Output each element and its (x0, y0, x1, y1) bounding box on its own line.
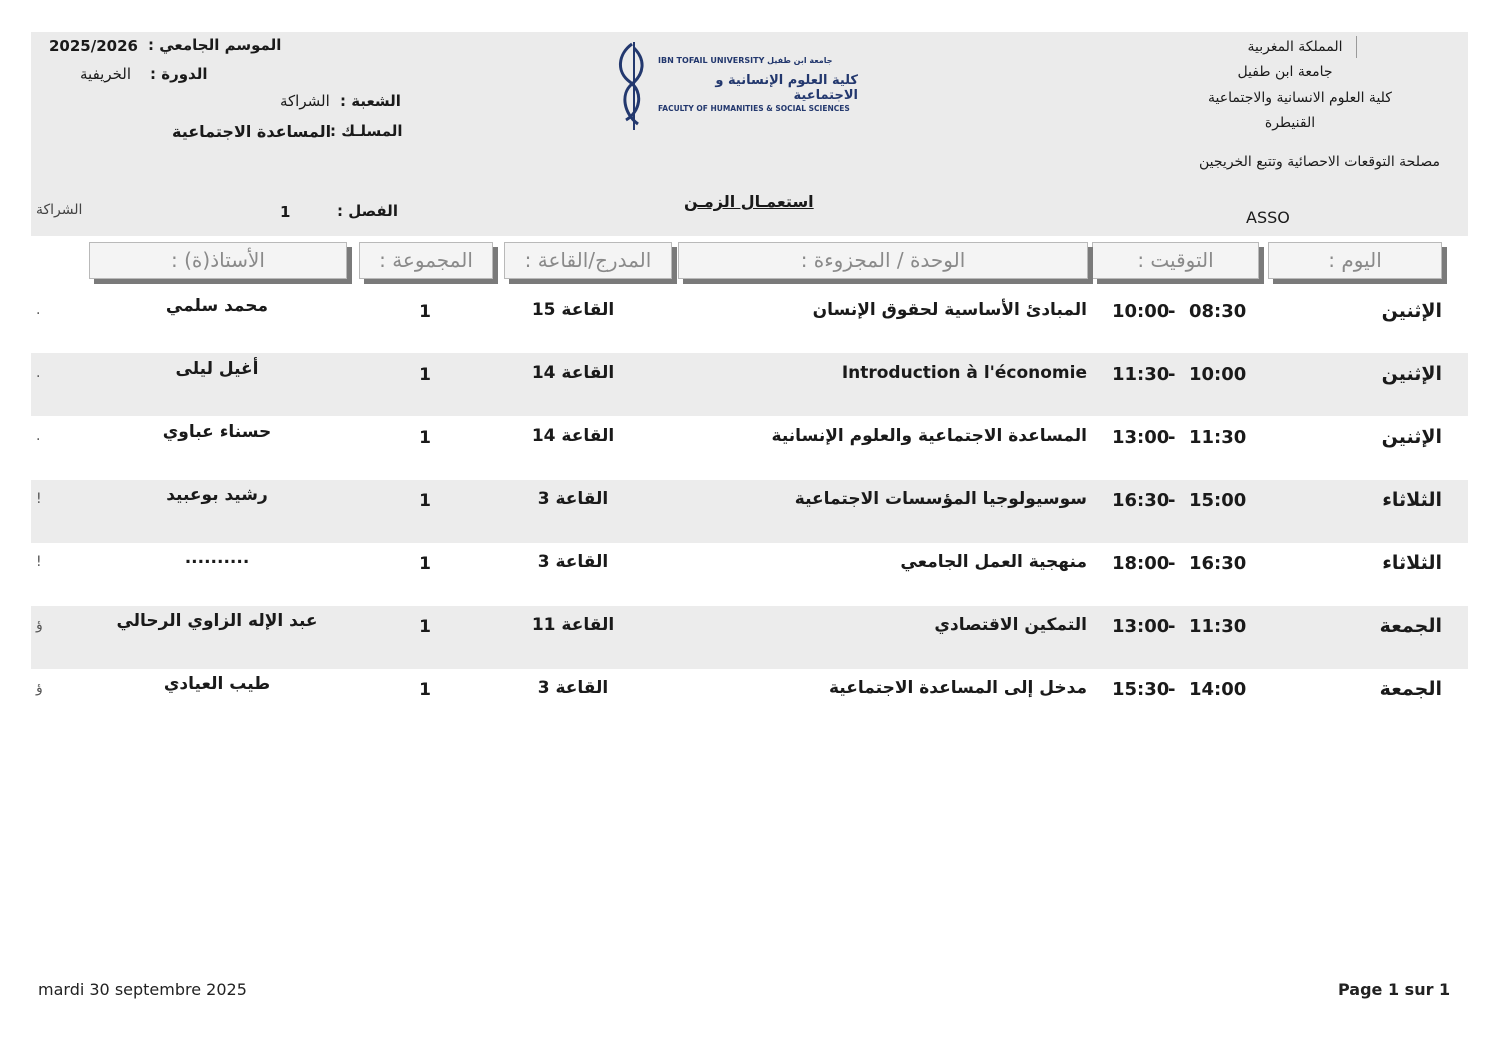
column-header-group: المجموعة : (359, 242, 493, 279)
time-end: 11:30 (1112, 364, 1170, 385)
session-value: الخريفية (80, 65, 132, 83)
group-cell: 1 (419, 302, 431, 322)
semester-value: 1 (280, 203, 291, 221)
group-cell: 1 (419, 491, 431, 511)
time-end: 15:30 (1112, 679, 1170, 700)
time-end: 13:00 (1112, 427, 1170, 448)
track-value: المساعدة الاجتماعية (172, 122, 332, 141)
module-cell: Introduction à l'économie (841, 363, 1087, 383)
day-cell: الإثنين (1381, 363, 1442, 385)
group-cell: 1 (419, 554, 431, 574)
column-header-time: التوقيت : (1092, 242, 1259, 279)
time-separator: - (1168, 616, 1176, 637)
room-cell: القاعة 14 (531, 426, 615, 446)
professor-cell: طيب العيادي (163, 674, 271, 694)
truncated-cell: ! (36, 554, 42, 570)
module-cell: المبادئ الأساسية لحقوق الإنسان (812, 300, 1087, 320)
faculty-label: كلية العلوم الانسانية والاجتماعية (1208, 90, 1392, 106)
module-cell: مدخل إلى المساعدة الاجتماعية (828, 678, 1087, 698)
room-cell: القاعة 11 (531, 615, 615, 635)
time-separator: - (1168, 679, 1176, 700)
logo-line1: IBN TOFAIL UNIVERSITY جامعة ابن طفيل (658, 56, 833, 65)
professor-cell: عبد الإله الزاوي الرحالي (116, 611, 318, 631)
time-start: 11:30 (1189, 616, 1247, 637)
professor-cell: .......... (184, 548, 250, 568)
room-cell: القاعة 3 (537, 489, 609, 509)
day-cell: الإثنين (1381, 426, 1442, 448)
group-cell: 1 (419, 428, 431, 448)
module-cell: المساعدة الاجتماعية والعلوم الإنسانية (771, 426, 1087, 446)
room-cell: القاعة 3 (537, 552, 609, 572)
season-value: 2025/2026 (49, 37, 138, 55)
column-header-day: اليوم : (1268, 242, 1442, 279)
service-label: مصلحة التوقعات الاحصائية وتتبع الخريجين (1199, 154, 1440, 170)
module-cell: منهجية العمل الجامعي (900, 552, 1087, 572)
column-header-module: الوحدة / المجزوءة : (678, 242, 1088, 279)
room-cell: القاعة 15 (531, 300, 615, 320)
professor-cell: أغيل ليلى (175, 359, 259, 379)
left-branch-label: الشراكة (36, 202, 83, 218)
time-separator: - (1168, 364, 1176, 385)
divider (1356, 36, 1357, 58)
university-logo (610, 38, 870, 134)
time-separator: - (1168, 490, 1176, 511)
truncated-cell: . (36, 302, 41, 318)
code-label: ASSO (1246, 208, 1290, 227)
page-title: استعمـال الزمـن (684, 192, 814, 211)
group-cell: 1 (419, 680, 431, 700)
time-start: 11:30 (1189, 427, 1247, 448)
truncated-cell: . (36, 428, 41, 444)
footer-page: Page 1 sur 1 (1338, 980, 1451, 999)
truncated-cell: ؤ (36, 617, 43, 633)
day-cell: الجمعة (1379, 678, 1442, 700)
professor-cell: محمد سلمي (165, 296, 269, 316)
module-cell: التمكين الاقتصادي (934, 615, 1087, 635)
time-start: 10:00 (1189, 364, 1247, 385)
branch-value: الشراكة (280, 92, 330, 110)
time-start: 16:30 (1189, 553, 1247, 574)
semester-label: الفصل : (337, 202, 398, 220)
time-end: 18:00 (1112, 553, 1170, 574)
time-end: 10:00 (1112, 301, 1170, 322)
professor-cell: رشيد بوعبيد (166, 485, 268, 505)
time-end: 13:00 (1112, 616, 1170, 637)
column-header-professor: الأستاذ(ة) : (89, 242, 347, 279)
university-label: جامعة ابن طفيل (1237, 64, 1333, 80)
truncated-cell: ! (36, 491, 42, 507)
group-cell: 1 (419, 365, 431, 385)
branch-label: الشعبة : (340, 92, 401, 110)
time-start: 08:30 (1189, 301, 1247, 322)
session-label: الدورة : (150, 65, 208, 83)
truncated-cell: . (36, 365, 41, 381)
professor-cell: حسناء عباوي (162, 422, 272, 442)
logo-line2: كلية العلوم الإنسانية و الاجتماعية (715, 73, 858, 103)
room-cell: القاعة 3 (537, 678, 609, 698)
module-cell: سوسيولوجيا المؤسسات الاجتماعية (794, 489, 1087, 509)
room-cell: القاعة 14 (531, 363, 615, 383)
group-cell: 1 (419, 617, 431, 637)
city-label: القنيطرة (1264, 115, 1316, 131)
season-label: الموسم الجامعي : (148, 36, 282, 54)
footer-date: mardi 30 septembre 2025 (38, 980, 247, 999)
time-start: 14:00 (1189, 679, 1247, 700)
kingdom-label: المملكة المغربية (1247, 39, 1343, 55)
time-separator: - (1168, 301, 1176, 322)
column-header-room: المدرج/القاعة : (504, 242, 672, 279)
day-cell: الثلاثاء (1382, 489, 1442, 511)
track-label: المسلـك : (330, 122, 403, 140)
time-separator: - (1168, 427, 1176, 448)
truncated-cell: ؤ (36, 680, 43, 696)
logo-line3: FACULTY OF HUMANITIES & SOCIAL SCIENCES (658, 104, 850, 113)
day-cell: الثلاثاء (1382, 552, 1442, 574)
day-cell: الجمعة (1379, 615, 1442, 637)
time-start: 15:00 (1189, 490, 1247, 511)
time-end: 16:30 (1112, 490, 1170, 511)
logo-emblem-icon (610, 38, 660, 134)
day-cell: الإثنين (1381, 300, 1442, 322)
time-separator: - (1168, 553, 1176, 574)
